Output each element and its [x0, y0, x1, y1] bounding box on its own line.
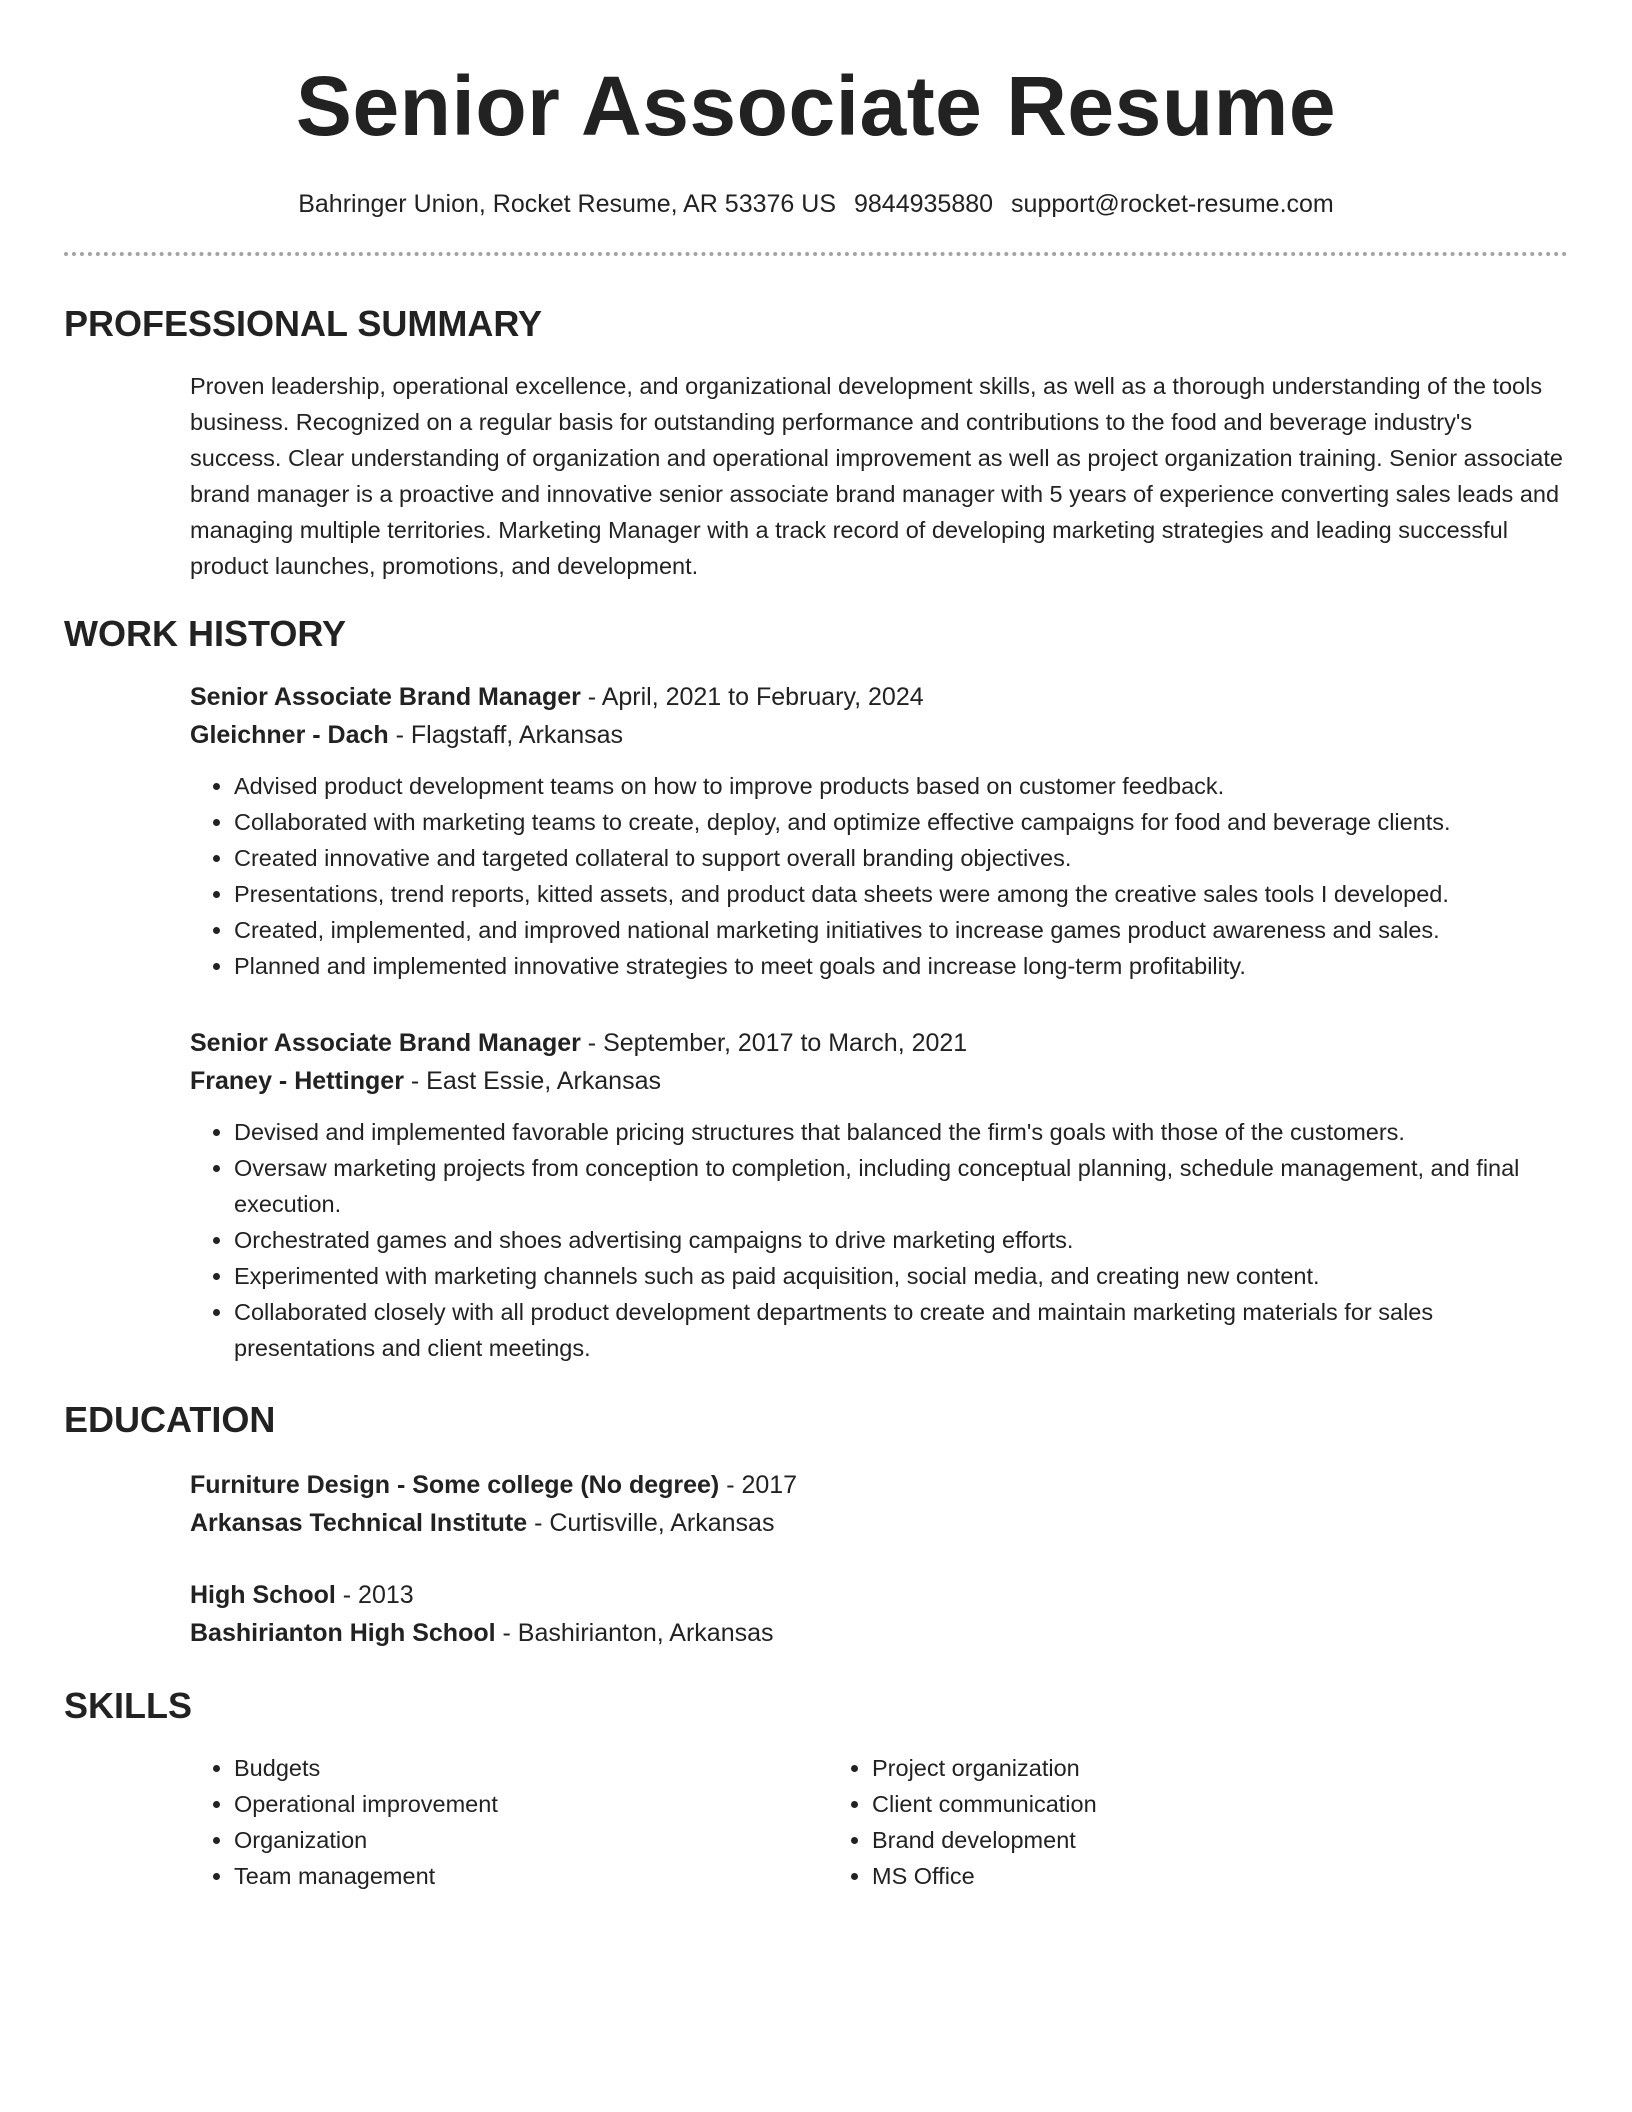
header-divider — [64, 252, 1568, 256]
resume-title: Senior Associate Resume — [295, 59, 1337, 153]
contact-line — [64, 188, 1568, 220]
job-company: Franey - Hettinger — [190, 1067, 404, 1095]
skill-item: • Operational improvement — [234, 1786, 828, 1822]
education-location: - Bashirianton, Arkansas — [495, 1619, 774, 1647]
summary-heading: PROFESSIONAL SUMMARY — [64, 303, 543, 344]
education-entry — [190, 1466, 1568, 1542]
job-company-line — [190, 1062, 1568, 1100]
skill-item: • Budgets — [234, 1750, 828, 1786]
job-bullets — [190, 768, 1568, 984]
education-school-line — [190, 1614, 1568, 1652]
contact-address: Bahringer Union, Rocket Resume, AR 53376 US — [298, 190, 836, 218]
job-bullet: • Oversaw marketing projects from conception to completion, including conceptual planning, schedule management, and final execution. — [234, 1150, 1568, 1222]
education-location: - Curtisville, Arkansas — [527, 1509, 775, 1537]
work-history-heading: WORK HISTORY — [64, 613, 347, 654]
contact-email: support@rocket-resume.com — [1011, 190, 1334, 218]
skill-item: • MS Office — [872, 1858, 1466, 1894]
skill-item: • Organization — [234, 1822, 828, 1858]
job-bullet: • Created, implemented, and improved national marketing initiatives to increase games product awareness and sales. — [234, 912, 1568, 948]
education-school: Arkansas Technical Institute — [190, 1509, 528, 1537]
education-year: - 2017 — [719, 1471, 798, 1499]
job-bullet: • Collaborated with marketing teams to create, deploy, and optimize effective campaigns for food and beverage clients. — [234, 804, 1568, 840]
job-bullet: • Presentations, trend reports, kitted assets, and product data sheets were among the creative sales tools I developed. — [234, 876, 1568, 912]
job-bullet: • Orchestrated games and shoes advertising campaigns to drive marketing efforts. — [234, 1222, 1568, 1258]
job-company-line — [190, 716, 1568, 754]
skill-item: • Brand development — [872, 1822, 1466, 1858]
job-bullet: • Experimented with marketing channels such as paid acquisition, social media, and creating new content. — [234, 1258, 1568, 1294]
job-bullet: • Created innovative and targeted collateral to support overall branding objectives. — [234, 840, 1568, 876]
job-role: Senior Associate Brand Manager — [190, 683, 581, 711]
job-dates: - September, 2017 to March, 2021 — [580, 1029, 968, 1057]
education-degree-line — [190, 1576, 1568, 1614]
job-role: Senior Associate Brand Manager — [190, 1029, 581, 1057]
education-school: Bashirianton High School — [190, 1619, 496, 1647]
job-title-line — [190, 678, 1568, 716]
education-entry — [190, 1576, 1568, 1652]
education-year: - 2013 — [335, 1581, 414, 1609]
job-entry — [190, 1024, 1568, 1366]
job-bullet: • Advised product development teams on how to improve products based on customer feedback. — [234, 768, 1568, 804]
education-degree-line — [190, 1466, 1568, 1504]
skills-heading: SKILLS — [64, 1685, 193, 1726]
job-entry — [190, 678, 1568, 984]
job-location: - Flagstaff, Arkansas — [388, 721, 624, 749]
skill-item: • Client communication — [872, 1786, 1466, 1822]
job-dates: - April, 2021 to February, 2024 — [580, 683, 924, 711]
skills-column-left — [190, 1750, 828, 1894]
job-location: - East Essie, Arkansas — [403, 1067, 661, 1095]
skills-column-right — [828, 1750, 1466, 1894]
education-heading: EDUCATION — [64, 1399, 276, 1440]
skill-item: • Team management — [234, 1858, 828, 1894]
education-degree: Furniture Design - Some college (No degree) — [190, 1471, 720, 1499]
job-bullet: • Collaborated closely with all product development departments to create and maintain marketing materials for sales presentations and client meetings. — [234, 1294, 1568, 1366]
summary-text: Proven leadership, operational excellence, and organizational development skills, as well as a thorough understanding of the tools business. Recognized on a regular basis for outstanding performance and contributions to the food and beverage industry's success. Clear understanding of organization and operational improvement as well as project organization training. Senior associate brand manager is a proactive and innovative senior associate brand manager with 5 years of experience converting sales leads and managing multiple territories. Marketing Manager with a track record of developing marketing strategies and leading successful product launches, promotions, and development. — [190, 373, 1563, 579]
job-bullet: • Devised and implemented favorable pricing structures that balanced the firm's goals with those of the customers. — [234, 1114, 1568, 1150]
education-degree: High School — [190, 1581, 336, 1609]
job-title-line — [190, 1024, 1568, 1062]
job-company: Gleichner - Dach — [190, 721, 389, 749]
skill-item: • Project organization — [872, 1750, 1466, 1786]
job-bullet: • Planned and implemented innovative strategies to meet goals and increase long-term profitability. — [234, 948, 1568, 984]
education-school-line — [190, 1504, 1568, 1542]
contact-phone: 9844935880 — [854, 190, 994, 218]
job-bullets — [190, 1114, 1568, 1366]
skills-grid — [190, 1750, 1568, 1894]
